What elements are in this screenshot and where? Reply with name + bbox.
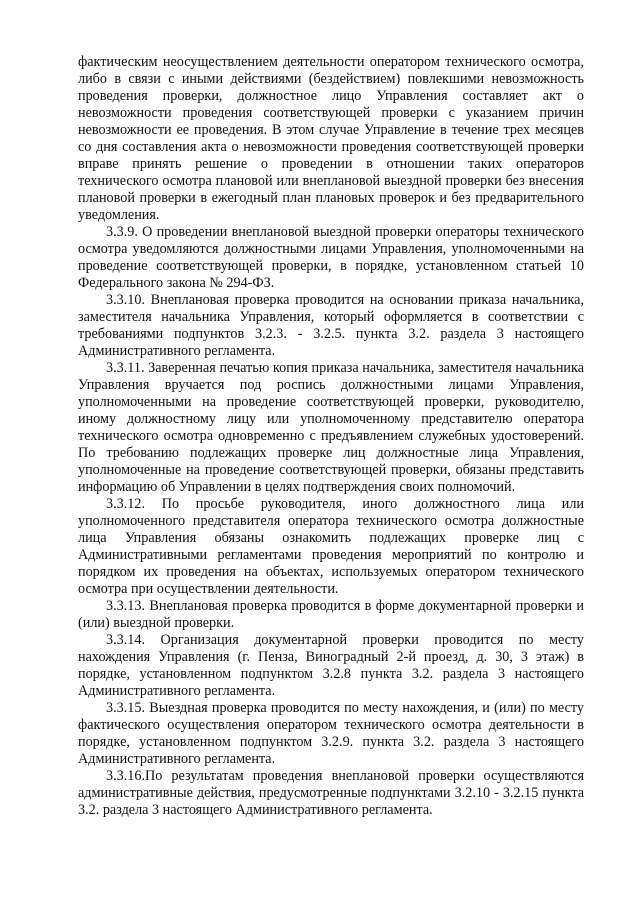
paragraph-continuation: фактическим неосуществлением деятельности оператором технического осмотра, либо в связи с иными действиями (бездействием) повлекшими невозможность проведения проверки, должностное лицо Управления составляет акт о невозможности проведения соответствующей проверки с указанием причин невозможности ее проведения. В этом случае Управление в течение трех месяцев со дня составления акта о невозможности проведения соответствующей проверки вправе принять решение о проведении в отношении таких операторов технического осмотра плановой или внеплановой выездной проверки без внесения плановой проверки в ежегодный план плановых проверок и без предварительного уведомления.	[78, 54, 584, 223]
paragraph-3-3-9: 3.3.9. О проведении внеплановой выездной проверки операторы технического осмотра уведомляются должностными лицами Управления, уполномоченными на проведение соответствующей проверки, в порядке, установленном статьей 10 Федерального закона № 294-ФЗ.	[78, 224, 584, 291]
paragraph-3-3-14: 3.3.14. Организация документарной проверки проводится по месту нахождения Управления (г. Пенза, Виноградный 2-й проезд, д. 30, 3 этаж) в порядке, установленном подпунктом 3.2.8 пункта 3.2. раздела 3 настоящего Административного регламента.	[78, 632, 584, 699]
paragraph-3-3-15: 3.3.15. Выездная проверка проводится по месту нахождения, и (или) по месту фактического осуществления оператором технического осмотра деятельности в порядке, установленном подпунктом 3.2.9. пункта 3.2. раздела 3 настоящего Административного регламента.	[78, 700, 584, 767]
document-page	[78, 54, 584, 819]
paragraph-3-3-16: 3.3.16.По результатам проведения внеплановой проверки осуществляются административные действия, предусмотренные подпунктами 3.2.10 - 3.2.15 пункта 3.2. раздела 3 настоящего Административного регламента.	[78, 768, 584, 818]
paragraph-3-3-13: 3.3.13. Внеплановая проверка проводится в форме документарной проверки и (или) выездной проверки.	[78, 598, 584, 631]
paragraph-3-3-10: 3.3.10. Внеплановая проверка проводится на основании приказа начальника, заместителя начальника Управления, который оформляется в соответствии с требованиями подпунктов 3.2.3. - 3.2.5. пункта 3.2. раздела 3 настоящего Административного регламента.	[78, 292, 584, 359]
paragraph-3-3-11: 3.3.11. Заверенная печатью копия приказа начальника, заместителя начальника Управления вручается под роспись должностными лицами Управления, уполномоченными на проведение соответствующей проверки, руководителю, иному должностному лицу или уполномоченному представителю оператора технического осмотра одновременно с предъявлением служебных удостоверений. По требованию подлежащих проверке лиц должностные лица Управления, уполномоченные на проведение соответствующей проверки, обязаны представить информацию об Управлении в целях подтверждения своих полномочий.	[78, 360, 584, 495]
paragraph-3-3-12: 3.3.12. По просьбе руководителя, иного должностного лица или уполномоченного представителя оператора технического осмотра должностные лица Управления обязаны ознакомить подлежащих проверке лиц с Административными регламентами проведения мероприятий по контролю и порядком их проведения на объектах, используемых оператором технического осмотра при осуществлении деятельности.	[78, 496, 584, 597]
